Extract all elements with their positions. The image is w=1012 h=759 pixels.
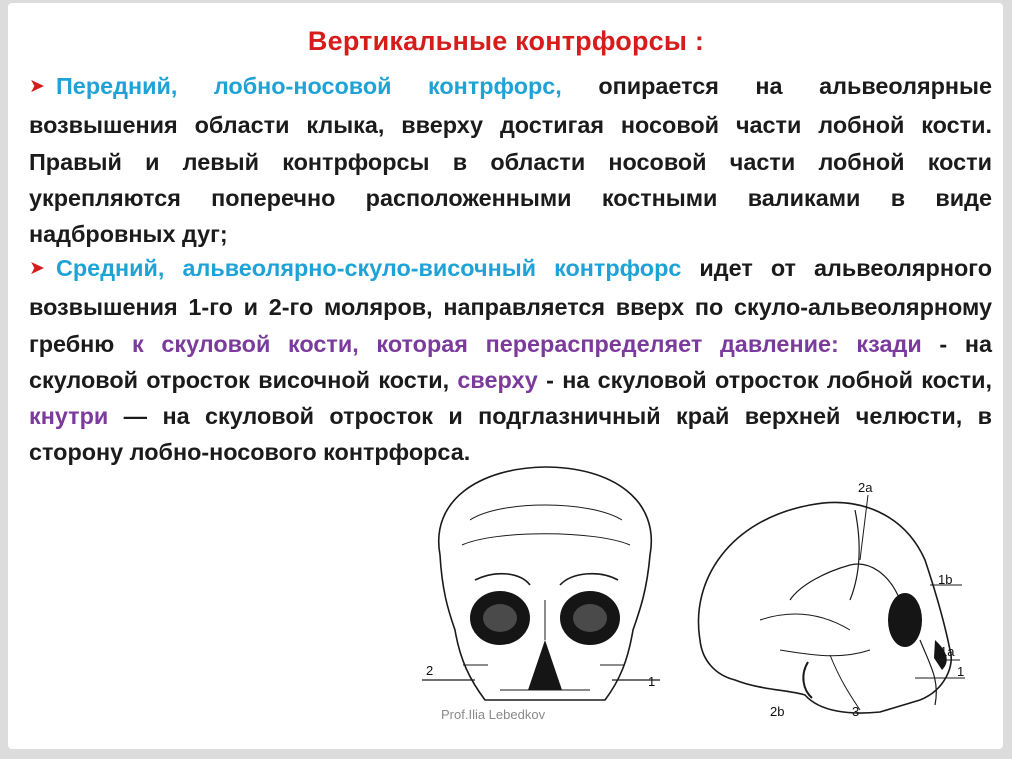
arrow-bullet-icon: ➤ [29,76,45,97]
watermark: Prof.Ilia Lebedkov [441,707,546,722]
side-label-1: 1 [957,664,965,679]
anterior-buttress-text: опирается на альвеолярные возвышения области клыка, вверху достигая носовой части лобной кости. Правый и левый контрфорсы в области носовой части лобной кости укрепляются поперечно расположенными костными валиками в виде надбровных дуг; [29,73,993,248]
front-skull-nasal-cavity [528,640,562,690]
side-label-1b: 1b [938,572,953,587]
front-label-2: 2 [426,663,434,678]
anterior-buttress-term: Передний, лобно-носовой контрфорс, [56,73,562,99]
front-label-1: 1 [648,674,656,689]
highlight-inward: кнутри [29,403,109,430]
middle-buttress-text-2: - на скуловой отросток височной кости, [29,330,992,393]
arrow-bullet-icon: ➤ [29,258,45,279]
side-label-3: 3 [852,704,860,719]
side-label-2a: 2a [858,480,873,495]
side-label-2b: 2b [770,704,785,719]
middle-buttress-term: Средний, альвеолярно-скуло-височный контрфорс [56,255,682,281]
middle-buttress-text-4: — на скуловой отросток и подглазничный край верхней челюсти, в сторону лобно-носового контрфорса. [29,403,992,466]
middle-buttress-text-3: - на скуловой отросток лобной кости, [537,366,992,393]
middle-buttress-text: идет от альвеолярного возвышения 1-го и 2-го моляров, направляется вверх по скуло-альвеолярному гребню [29,255,992,357]
slide-title: Вертикальные контрфорсы : [307,26,705,56]
highlight-above: сверху [457,366,538,393]
highlight-zygomatic: к скуловой кости, которая перераспределяет давление: кзади [131,330,922,357]
side-label-1a: 1a [940,644,955,659]
side-skull-orbit [888,593,922,647]
